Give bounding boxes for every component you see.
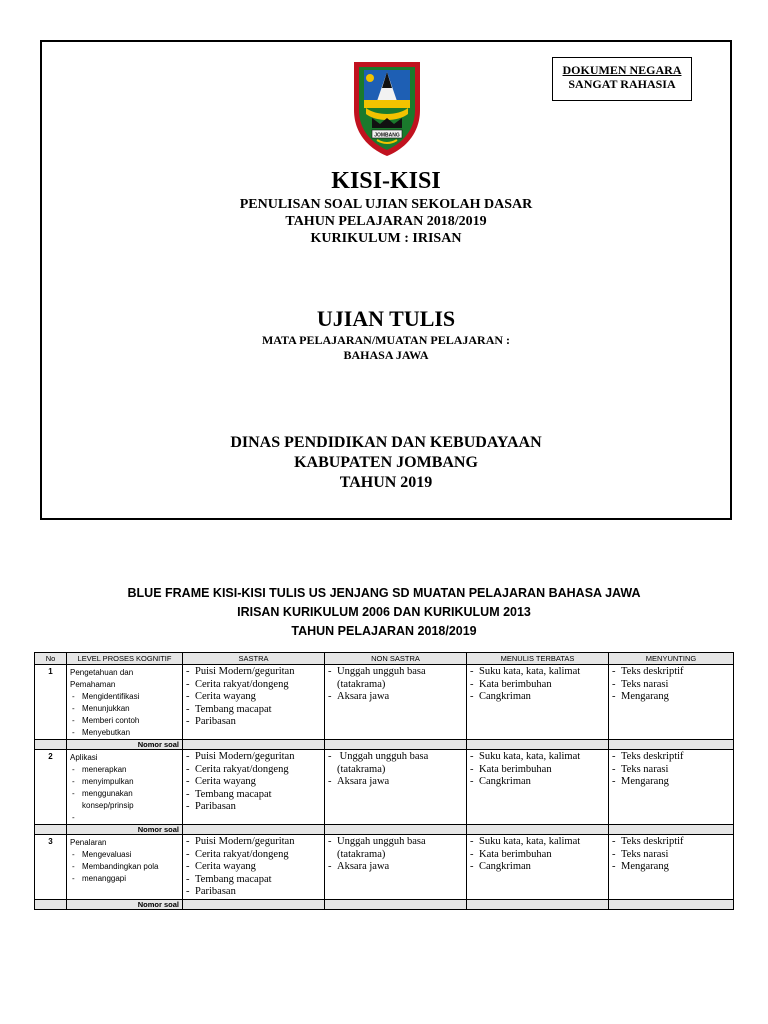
list-item: - Kata berimbuhan — [470, 848, 552, 860]
header-level: LEVEL PROSES KOGNITIF — [67, 653, 183, 665]
blueprint-table — [34, 652, 734, 910]
list-item: - Cerita wayang — [186, 861, 256, 872]
list-item: - Paribasan — [186, 886, 236, 897]
table-row — [35, 835, 734, 900]
nomor-cell[interactable] — [183, 825, 325, 835]
level-item-continuation: konsep/prinsip — [82, 801, 134, 810]
list-item: - Cerita rakyat/dongeng — [186, 763, 289, 775]
list-item: - Teks narasi — [612, 848, 669, 860]
table-row — [35, 750, 734, 825]
nomor-cell[interactable] — [325, 899, 467, 909]
classification-line-1: DOKUMEN NEGARA — [562, 63, 682, 77]
cover-subtitle-3: KURIKULUM : IRISAN — [310, 231, 462, 246]
nomor-soal-label: Nomor soal — [67, 740, 183, 750]
header-non-sastra: NON SASTRA — [325, 653, 467, 665]
level-item: - menyimpulkan — [72, 777, 134, 786]
menyunting-cell — [609, 750, 734, 825]
menyunting-cell — [609, 665, 734, 740]
non-sastra-cell — [325, 665, 467, 740]
list-item: - Mengarang — [612, 861, 669, 872]
list-item: - Paribasan — [186, 716, 236, 727]
list-item: - Puisi Modern/geguritan — [186, 751, 295, 762]
menulis-cell — [467, 665, 609, 740]
list-item: - Aksara jawa — [328, 691, 390, 702]
header-menulis: MENULIS TERBATAS — [467, 653, 609, 665]
non-sastra-cell — [325, 835, 467, 900]
cover-subtitle-2: TAHUN PELAJARAN 2018/2019 — [285, 214, 487, 229]
nomor-soal-label: Nomor soal — [67, 899, 183, 909]
nomor-cell[interactable] — [325, 825, 467, 835]
list-item: - Aksara jawa — [328, 776, 390, 787]
sastra-cell — [183, 665, 325, 740]
list-item: - Cerita wayang — [186, 691, 256, 702]
non-sastra-cell — [325, 750, 467, 825]
org-line-2: KABUPATEN JOMBANG — [294, 454, 478, 471]
cover-page-frame — [40, 40, 732, 520]
nomor-cell[interactable] — [609, 825, 734, 835]
document-classification-box — [552, 57, 692, 101]
level-item-empty: - — [72, 813, 75, 822]
sastra-cell — [183, 835, 325, 900]
list-item: - Cerita wayang — [186, 776, 256, 787]
level-item: - Menyebutkan — [72, 728, 131, 737]
cognitive-level-cell — [67, 750, 183, 825]
list-item-continuation: (tatakrama) — [337, 678, 386, 690]
exam-title: UJIAN TULIS — [316, 306, 456, 331]
subject-name: BAHASA JAWA — [343, 348, 429, 362]
list-item-continuation: (tatakrama) — [337, 848, 386, 860]
nomor-cell[interactable] — [183, 899, 325, 909]
level-item: - Mengevaluasi — [72, 850, 132, 859]
list-item: - Cangkriman — [470, 691, 531, 702]
list-item: - Kata berimbuhan — [470, 678, 552, 690]
list-item: - Cerita rakyat/dongeng — [186, 848, 289, 860]
question-number-row — [35, 899, 734, 909]
org-line-3: TAHUN 2019 — [339, 474, 433, 491]
menulis-cell — [467, 750, 609, 825]
level-item: - menggunakan — [72, 789, 133, 798]
list-item: - Puisi Modern/geguritan — [186, 666, 295, 677]
list-item: - Teks deskriptif — [612, 836, 684, 847]
table-header-row — [35, 653, 734, 665]
nomor-cell[interactable] — [183, 740, 325, 750]
org-line-1: DINAS PENDIDIKAN DAN KEBUDAYAAN — [230, 434, 542, 451]
question-number-row — [35, 825, 734, 835]
crest-ribbon-text: JOMBANG — [374, 132, 400, 139]
header-menyunting: MENYUNTING — [609, 653, 734, 665]
list-item: - Mengarang — [612, 691, 669, 702]
list-item: - Suku kata, kata, kalimat — [470, 751, 581, 762]
row-number: 2 — [35, 750, 67, 825]
list-item: - Puisi Modern/geguritan — [186, 836, 295, 847]
list-item: - Unggah ungguh basa — [328, 836, 426, 847]
level-item: - menerapkan — [72, 765, 127, 774]
nomor-cell[interactable] — [467, 825, 609, 835]
cover-title: KISI-KISI — [331, 168, 441, 194]
question-number-row — [35, 740, 734, 750]
list-item: - Suku kata, kata, kalimat — [470, 666, 581, 677]
blueprint-heading — [0, 584, 768, 641]
list-item: - Unggah ungguh basa — [328, 751, 429, 762]
nomor-soal-label: Nomor soal — [67, 825, 183, 835]
list-item: - Mengarang — [612, 776, 669, 787]
cognitive-level-cell — [67, 665, 183, 740]
classification-line-2: SANGAT RAHASIA — [568, 77, 676, 91]
kabupaten-crest-logo — [350, 58, 424, 158]
blueprint-title-2: IRISAN KURIKULUM 2006 DAN KURIKULUM 2013 — [237, 605, 531, 619]
level-item: - Menunjukkan — [72, 704, 130, 713]
list-item: - Kata berimbuhan — [470, 763, 552, 775]
list-item: - Cangkriman — [470, 861, 531, 872]
header-no: No — [35, 653, 67, 665]
level-item: - Memberi contoh — [72, 716, 140, 725]
list-item-continuation: (tatakrama) — [337, 763, 386, 775]
nomor-cell[interactable] — [467, 740, 609, 750]
level-title: Pengetahuan dan Pemahaman — [70, 668, 134, 689]
sastra-cell — [183, 750, 325, 825]
nomor-cell[interactable] — [467, 899, 609, 909]
level-title: Aplikasi — [70, 753, 98, 762]
list-item: - Paribasan — [186, 801, 236, 812]
cover-subtitle-1: PENULISAN SOAL UJIAN SEKOLAH DASAR — [239, 197, 533, 212]
list-item: - Tembang macapat — [186, 788, 272, 800]
list-item: - Cerita rakyat/dongeng — [186, 678, 289, 690]
nomor-cell[interactable] — [609, 740, 734, 750]
subject-label: MATA PELAJARAN/MUATAN PELAJARAN : — [261, 333, 511, 347]
blueprint-title-1: BLUE FRAME KISI-KISI TULIS US JENJANG SD MUATAN PELAJARAN BAHASA JAWA — [127, 586, 641, 600]
menyunting-cell — [609, 835, 734, 900]
level-item: - menanggapi — [72, 874, 127, 883]
nomor-cell[interactable] — [325, 740, 467, 750]
blueprint-title-3: TAHUN PELAJARAN 2018/2019 — [291, 624, 477, 638]
list-item: - Tembang macapat — [186, 703, 272, 715]
row-number: 3 — [35, 835, 67, 900]
list-item: - Aksara jawa — [328, 861, 390, 872]
list-item: - Teks narasi — [612, 678, 669, 690]
level-item: - Mengidentifikasi — [72, 692, 140, 701]
list-item: - Cangkriman — [470, 776, 531, 787]
list-item: - Teks deskriptif — [612, 666, 684, 677]
header-sastra: SASTRA — [183, 653, 325, 665]
list-item: - Teks narasi — [612, 763, 669, 775]
level-item: - Membandingkan pola — [72, 862, 159, 871]
cognitive-level-cell — [67, 835, 183, 900]
table-row — [35, 665, 734, 740]
list-item: - Unggah ungguh basa — [328, 666, 426, 677]
menulis-cell — [467, 835, 609, 900]
list-item: - Tembang macapat — [186, 873, 272, 885]
level-title: Penalaran — [70, 838, 107, 847]
list-item: - Teks deskriptif — [612, 751, 684, 762]
list-item: - Suku kata, kata, kalimat — [470, 836, 581, 847]
row-number: 1 — [35, 665, 67, 740]
nomor-cell[interactable] — [609, 899, 734, 909]
